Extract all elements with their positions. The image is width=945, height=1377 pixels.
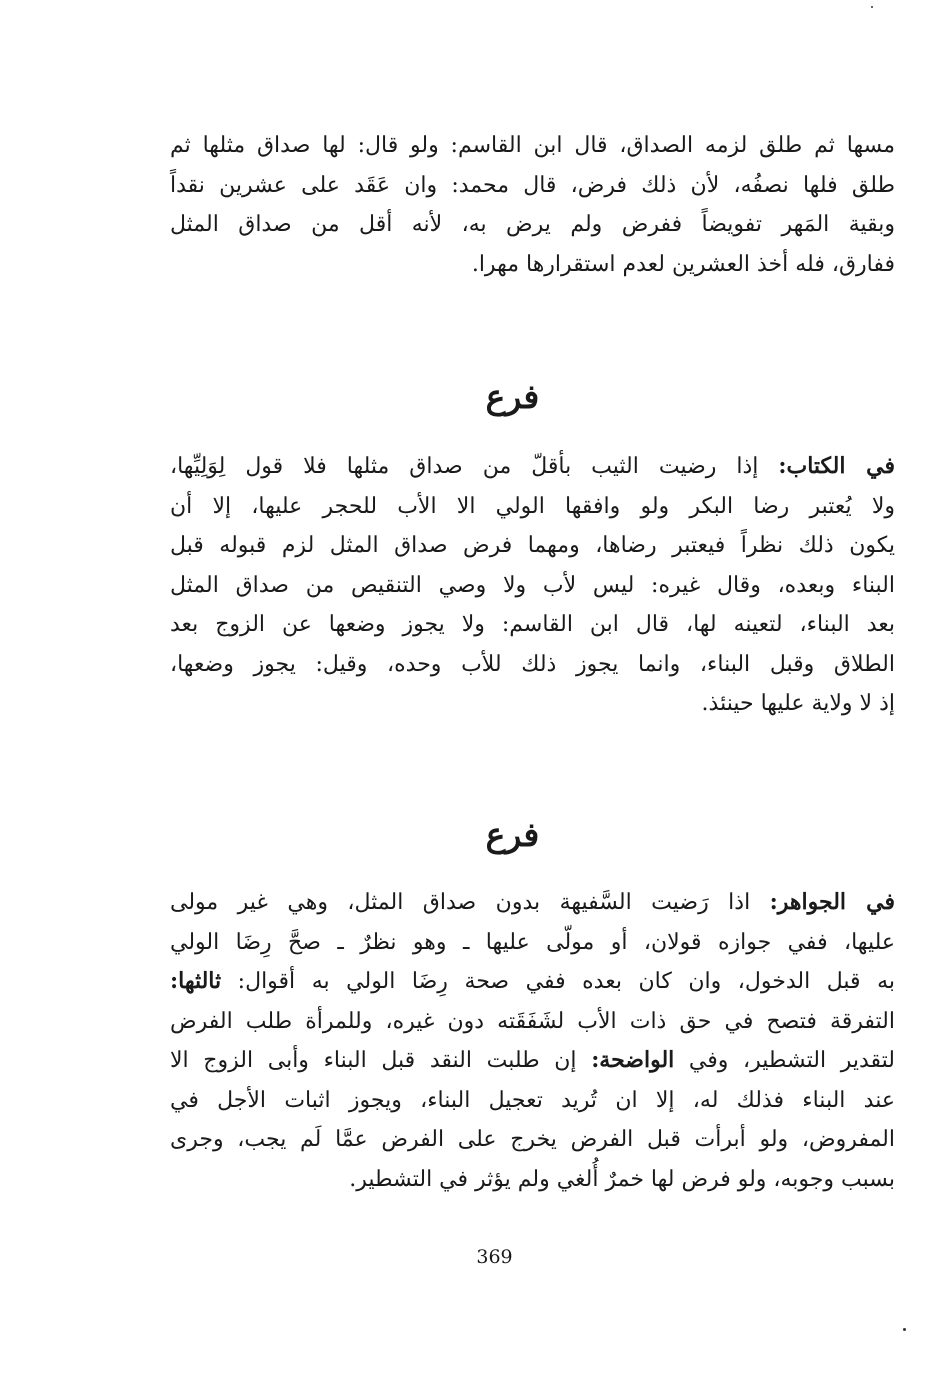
- paragraph-1: [170, 126, 895, 284]
- source-label: في الجواهر:: [769, 889, 896, 915]
- text-line: يكون ذلك نظراً فيعتبر رضاها، ومهما فرض صداق المثل لزم قبوله قبل: [170, 533, 895, 558]
- text-line: وبقية المَهر تفويضاً ففرض ولم يرض به، لأنه أقل من صداق المثل: [170, 212, 895, 237]
- text-line: المفروض، ولو أبرأت قبل الفرض يخرج على الفرض عمَّا لَم يجب، وجرى: [170, 1127, 895, 1152]
- text-line: عند البناء فذلك له، إلا ان تُريد تعجيل البناء، ويجوز اثبات الأجل في: [170, 1087, 895, 1113]
- section-heading: فرع: [485, 815, 540, 854]
- text-run: لتقدير التشطير، وفي: [674, 1048, 895, 1073]
- text-line: التفرقة فتصح في حق ذات الأب لشَفَقَته دون غيره، وللمرأة طلب الفرض: [170, 1008, 895, 1034]
- text-line: بسبب وجوبه، ولو فرض لها خمرٌ أُلغي ولم يؤثر في التشطير.: [349, 1166, 895, 1192]
- text-line: ولا يُعتبر رضا البكر ولو وافقها الولي الا الأب للحجر عليها، إلا أن: [170, 493, 895, 519]
- text-run: به قبل الدخول، وان كان بعده ففي صحة رِضَا الولي به أقوال:: [221, 969, 895, 994]
- page-number: 369: [476, 1246, 513, 1268]
- text-run: إن طلبت النقد قبل البناء وأبى الزوج الا: [170, 1048, 592, 1073]
- text-line: الطلاق وقبل البناء، وانما يجوز ذلك للأب وحده، وقيل: يجوز وضعها،: [170, 651, 895, 677]
- text-line: مسها ثم طلق لزمه الصداق، قال ابن القاسم: ولو قال: لها صداق مثلها ثم: [170, 133, 895, 158]
- text-line: [170, 447, 895, 487]
- text-line: ففارق، فله أخذ العشرين لعدم استقرارها مهرا.: [471, 251, 895, 277]
- source-label: الواضحة:: [591, 1047, 675, 1073]
- text-line: بعد البناء، لتعينه لها، قال ابن القاسم: ولا يجوز وضعها عن الزوج بعد: [170, 612, 895, 637]
- text-run: إذا رضيت الثيب بأقلّ من صداق مثلها فلا قول لِوَلِيِّها،: [170, 454, 779, 479]
- section-heading: فرع: [485, 377, 540, 416]
- text-line: [170, 962, 895, 1002]
- scan-speck: [903, 1328, 906, 1331]
- source-label: في الكتاب:: [778, 453, 895, 479]
- text-line: إذ لا ولاية عليها حينئذ.: [701, 691, 895, 716]
- bold-term: ثالثها:: [170, 968, 222, 994]
- paragraph-3: [170, 883, 895, 1199]
- text-line: [170, 1041, 895, 1081]
- paragraph-2: [170, 447, 895, 724]
- text-line: طلق فلها نصفُه، لأن ذلك فرض، قال محمد: وان عَقَد على عشرين نقداً: [170, 172, 895, 198]
- text-run: اذا رَضيت السَّفيهة بدون صداق المثل، وهي غير مولى: [170, 890, 770, 915]
- text-line: البناء وبعده، وقال غيره: ليس لأب ولا وصي التنقيص من صداق المثل: [170, 572, 895, 598]
- text-line: عليها، ففي جوازه قولان، أو مولّى عليها ـ وهو نظرٌ ـ صحَّ رِضَا الولي: [170, 929, 895, 955]
- text-line: [170, 883, 895, 923]
- scan-speck: [871, 6, 873, 8]
